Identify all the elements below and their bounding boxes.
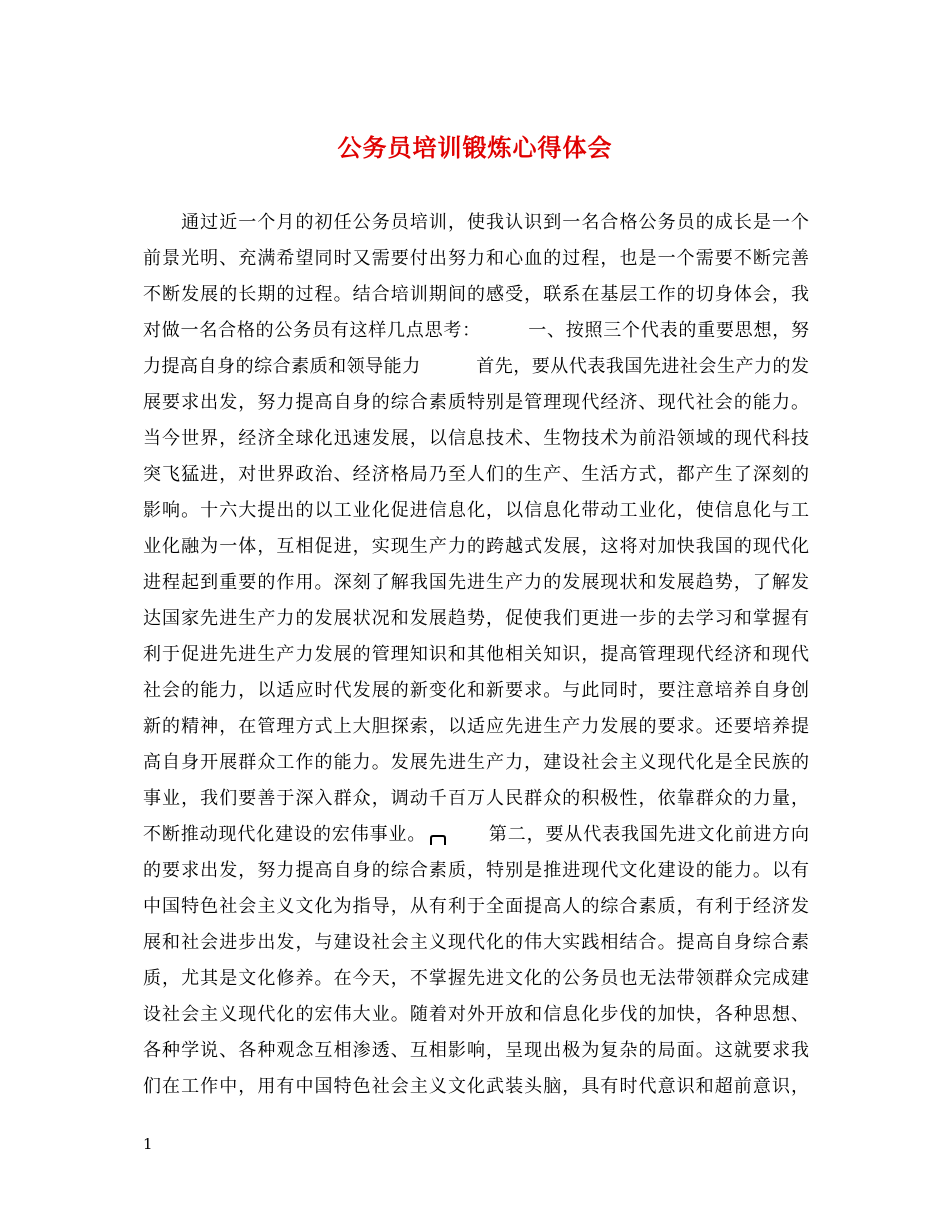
- text-line: 高自身开展群众工作的能力。发展先进生产力，建设社会主义现代化是全民族的: [143, 752, 809, 773]
- text-segment: 不断推动现代化建设的宏伟事业。: [143, 824, 427, 845]
- text-line: [143, 817, 809, 853]
- document-title: 公务员培训锻炼心得体会: [337, 133, 613, 162]
- text-line: 影响。十六大提出的以工业化促进信息化，以信息化带动工业化，使信息化与工: [143, 500, 809, 521]
- text-line: 力提高自身的综合素质和领导能力 首先，要从代表我国先进社会生产力的发: [143, 356, 809, 377]
- text-line: 业化融为一体，互相促进，实现生产力的跨越式发展，这将对加快我国的现代化: [143, 536, 809, 557]
- text-line: 社会的能力，以适应时代发展的新变化和新要求。与此同时，要注意培养自身创: [143, 680, 809, 701]
- text-line: 设社会主义现代化的宏伟大业。随着对外开放和信息化步伐的加快，各种思想、: [143, 1004, 809, 1025]
- text-line: 展和社会进步出发，与建设社会主义现代化的伟大实践相结合。提高自身综合素: [143, 932, 809, 953]
- text-line: 进程起到重要的作用。深刻了解我国先进生产力的发展现状和发展趋势，了解发: [143, 572, 809, 593]
- section-mark-icon: [428, 834, 448, 846]
- text-line: 对做一名合格的公务员有这样几点思考： 一、按照三个代表的重要思想，努: [143, 320, 809, 341]
- text-line: 当今世界，经济全球化迅速发展，以信息技术、生物技术为前沿领域的现代科技: [143, 428, 809, 449]
- text-line: 们在工作中，用有中国特色社会主义文化武装头脑，具有时代意识和超前意识，: [143, 1076, 809, 1097]
- text-line: 前景光明、充满希望同时又需要付出努力和心血的过程，也是一个需要不断完善: [143, 248, 809, 269]
- text-line: 不断发展的长期的过程。结合培训期间的感受，联系在基层工作的切身体会，我: [143, 284, 809, 305]
- text-line: 中国特色社会主义文化为指导，从有利于全面提高人的综合素质，有利于经济发: [143, 896, 809, 917]
- text-line: 通过近一个月的初任公务员培训，使我认识到一名合格公务员的成长是一个: [143, 212, 809, 233]
- text-line: 新的精神，在管理方式上大胆探索，以适应先进生产力发展的要求。还要培养提: [143, 716, 809, 737]
- page-number: 1: [143, 1135, 153, 1153]
- text-line: 质，尤其是文化修养。在今天，不掌握先进文化的公务员也无法带领群众完成建: [143, 968, 809, 989]
- text-line: 各种学说、各种观念互相渗透、互相影响，呈现出极为复杂的局面。这就要求我: [143, 1040, 809, 1061]
- text-line: 的要求出发，努力提高自身的综合素质，特别是推进现代文化建设的能力。以有: [143, 860, 809, 881]
- text-line: 利于促进先进生产力发展的管理知识和其他相关知识，提高管理现代经济和现代: [143, 644, 809, 665]
- text-segment: 第二，要从代表我国先进文化前进方向: [450, 824, 809, 845]
- text-line: 展要求出发，努力提高自身的综合素质特别是管理现代经济、现代社会的能力。: [143, 392, 809, 413]
- text-line: 事业，我们要善于深入群众，调动千百万人民群众的积极性，依靠群众的力量，: [143, 788, 809, 809]
- text-line: 突飞猛进，对世界政治、经济格局乃至人们的生产、生活方式，都产生了深刻的: [143, 464, 809, 485]
- text-line: 达国家先进生产力的发展状况和发展趋势，促使我们更进一步的去学习和掌握有: [143, 608, 809, 629]
